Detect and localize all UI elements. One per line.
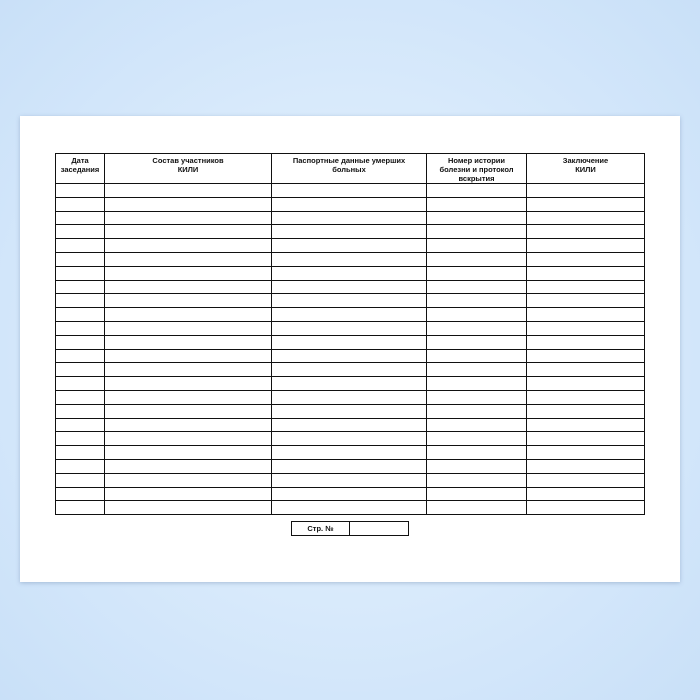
table-cell[interactable] xyxy=(56,197,105,211)
table-cell[interactable] xyxy=(527,404,645,418)
table-cell[interactable] xyxy=(105,239,272,253)
table-cell[interactable] xyxy=(56,363,105,377)
table-row xyxy=(56,308,645,322)
table-cell[interactable] xyxy=(527,446,645,460)
table-cell[interactable] xyxy=(427,349,527,363)
table-cell[interactable] xyxy=(272,294,427,308)
table-cell[interactable] xyxy=(527,197,645,211)
table-cell[interactable] xyxy=(56,239,105,253)
page-number-value[interactable] xyxy=(350,522,408,535)
table-cell[interactable] xyxy=(272,335,427,349)
header-meeting-date: Дата заседания xyxy=(56,154,105,184)
table-cell[interactable] xyxy=(56,418,105,432)
table-cell[interactable] xyxy=(427,377,527,391)
table-cell[interactable] xyxy=(527,225,645,239)
table-cell[interactable] xyxy=(56,321,105,335)
table-cell[interactable] xyxy=(272,446,427,460)
table-cell[interactable] xyxy=(527,418,645,432)
table-cell[interactable] xyxy=(427,363,527,377)
header-conclusion: Заключение КИЛИ xyxy=(527,154,645,184)
table-cell[interactable] xyxy=(105,308,272,322)
table-row xyxy=(56,335,645,349)
table-row xyxy=(56,363,645,377)
table-cell[interactable] xyxy=(427,390,527,404)
table-cell[interactable] xyxy=(56,335,105,349)
table-row xyxy=(56,184,645,198)
table-cell[interactable] xyxy=(427,184,527,198)
table-cell[interactable] xyxy=(56,266,105,280)
table-cell[interactable] xyxy=(105,349,272,363)
table-cell[interactable] xyxy=(272,266,427,280)
table-cell[interactable] xyxy=(56,432,105,446)
table-cell[interactable] xyxy=(56,487,105,501)
table-cell[interactable] xyxy=(427,501,527,515)
table-cell[interactable] xyxy=(105,211,272,225)
table-cell[interactable] xyxy=(427,239,527,253)
page-number-box xyxy=(291,521,409,536)
table-cell[interactable] xyxy=(527,294,645,308)
table-cell[interactable] xyxy=(527,390,645,404)
table-cell[interactable] xyxy=(527,280,645,294)
table-row xyxy=(56,432,645,446)
table-cell[interactable] xyxy=(56,280,105,294)
table-cell[interactable] xyxy=(105,432,272,446)
page-number-label: Стр. № xyxy=(292,522,350,535)
table-cell[interactable] xyxy=(105,225,272,239)
table-cell[interactable] xyxy=(527,377,645,391)
table-cell[interactable] xyxy=(427,294,527,308)
table-row xyxy=(56,197,645,211)
table-row xyxy=(56,211,645,225)
table-header-row xyxy=(56,154,645,184)
table-cell[interactable] xyxy=(427,197,527,211)
table-cell[interactable] xyxy=(105,459,272,473)
table-cell[interactable] xyxy=(527,308,645,322)
table-cell[interactable] xyxy=(105,280,272,294)
table-cell[interactable] xyxy=(56,404,105,418)
table-row xyxy=(56,266,645,280)
table-cell[interactable] xyxy=(527,473,645,487)
header-case-history-number: Номер истории болезни и протокол вскрытия xyxy=(427,154,527,184)
table-row xyxy=(56,418,645,432)
table-cell[interactable] xyxy=(105,501,272,515)
table-cell[interactable] xyxy=(527,487,645,501)
table-cell[interactable] xyxy=(427,432,527,446)
table-row xyxy=(56,459,645,473)
table-cell[interactable] xyxy=(272,349,427,363)
table-cell[interactable] xyxy=(427,321,527,335)
table-cell[interactable] xyxy=(427,404,527,418)
table-cell[interactable] xyxy=(527,363,645,377)
table-row xyxy=(56,294,645,308)
table-cell[interactable] xyxy=(56,294,105,308)
table-row xyxy=(56,377,645,391)
table-cell[interactable] xyxy=(427,335,527,349)
table-row xyxy=(56,239,645,253)
table-cell[interactable] xyxy=(272,487,427,501)
table-cell[interactable] xyxy=(427,280,527,294)
table-cell[interactable] xyxy=(527,459,645,473)
table-cell[interactable] xyxy=(527,252,645,266)
table-row xyxy=(56,473,645,487)
table-cell[interactable] xyxy=(56,501,105,515)
table-cell[interactable] xyxy=(105,184,272,198)
table-cell[interactable] xyxy=(527,321,645,335)
table-cell[interactable] xyxy=(272,197,427,211)
table-cell[interactable] xyxy=(56,225,105,239)
table-cell[interactable] xyxy=(56,211,105,225)
table-cell[interactable] xyxy=(527,211,645,225)
table-cell[interactable] xyxy=(427,211,527,225)
table-cell[interactable] xyxy=(527,266,645,280)
table-cell[interactable] xyxy=(272,418,427,432)
table-cell[interactable] xyxy=(427,487,527,501)
table-cell[interactable] xyxy=(105,335,272,349)
table-cell[interactable] xyxy=(56,184,105,198)
table-cell[interactable] xyxy=(56,349,105,363)
table-cell[interactable] xyxy=(272,432,427,446)
table-row xyxy=(56,390,645,404)
table-cell[interactable] xyxy=(427,418,527,432)
table-cell[interactable] xyxy=(105,418,272,432)
table-cell[interactable] xyxy=(427,252,527,266)
table-cell[interactable] xyxy=(105,197,272,211)
table-cell[interactable] xyxy=(272,363,427,377)
table-cell[interactable] xyxy=(272,252,427,266)
header-patient-passport-data: Паспортные данные умерших больных xyxy=(272,154,427,184)
table-cell[interactable] xyxy=(272,211,427,225)
table-cell[interactable] xyxy=(272,404,427,418)
table-row xyxy=(56,225,645,239)
table-cell[interactable] xyxy=(527,335,645,349)
table-cell[interactable] xyxy=(56,252,105,266)
table-cell[interactable] xyxy=(427,459,527,473)
table-cell[interactable] xyxy=(272,280,427,294)
table-row xyxy=(56,404,645,418)
table-cell[interactable] xyxy=(427,473,527,487)
table-cell[interactable] xyxy=(105,294,272,308)
table-cell[interactable] xyxy=(527,349,645,363)
table-cell[interactable] xyxy=(272,239,427,253)
table-cell[interactable] xyxy=(272,308,427,322)
table-cell[interactable] xyxy=(105,473,272,487)
table-row xyxy=(56,349,645,363)
table-cell[interactable] xyxy=(105,404,272,418)
table-cell[interactable] xyxy=(272,473,427,487)
journal-table xyxy=(55,153,645,515)
table-cell[interactable] xyxy=(527,184,645,198)
table-row xyxy=(56,321,645,335)
table-cell[interactable] xyxy=(427,446,527,460)
table-row xyxy=(56,280,645,294)
table-cell[interactable] xyxy=(56,459,105,473)
table-cell[interactable] xyxy=(527,432,645,446)
table-cell[interactable] xyxy=(272,390,427,404)
table-cell[interactable] xyxy=(272,459,427,473)
table-cell[interactable] xyxy=(105,266,272,280)
table-cell[interactable] xyxy=(105,487,272,501)
table-cell[interactable] xyxy=(105,252,272,266)
table-cell[interactable] xyxy=(427,266,527,280)
table-cell[interactable] xyxy=(527,501,645,515)
table-cell[interactable] xyxy=(105,446,272,460)
table-row xyxy=(56,501,645,515)
table-cell[interactable] xyxy=(427,225,527,239)
table-cell[interactable] xyxy=(105,390,272,404)
table-cell[interactable] xyxy=(56,446,105,460)
table-cell[interactable] xyxy=(427,308,527,322)
table-cell[interactable] xyxy=(272,184,427,198)
table-cell[interactable] xyxy=(272,501,427,515)
table-cell[interactable] xyxy=(527,239,645,253)
table-cell[interactable] xyxy=(56,308,105,322)
table-cell[interactable] xyxy=(272,377,427,391)
table-row xyxy=(56,252,645,266)
document-page xyxy=(20,116,680,582)
table-row xyxy=(56,487,645,501)
table-cell[interactable] xyxy=(105,363,272,377)
table-cell[interactable] xyxy=(56,390,105,404)
table-cell[interactable] xyxy=(105,377,272,391)
header-participants: Состав участников КИЛИ xyxy=(105,154,272,184)
table-cell[interactable] xyxy=(56,473,105,487)
table-cell[interactable] xyxy=(56,377,105,391)
table-cell[interactable] xyxy=(272,321,427,335)
table-body xyxy=(56,184,645,515)
table-row xyxy=(56,446,645,460)
table-cell[interactable] xyxy=(105,321,272,335)
table-cell[interactable] xyxy=(272,225,427,239)
